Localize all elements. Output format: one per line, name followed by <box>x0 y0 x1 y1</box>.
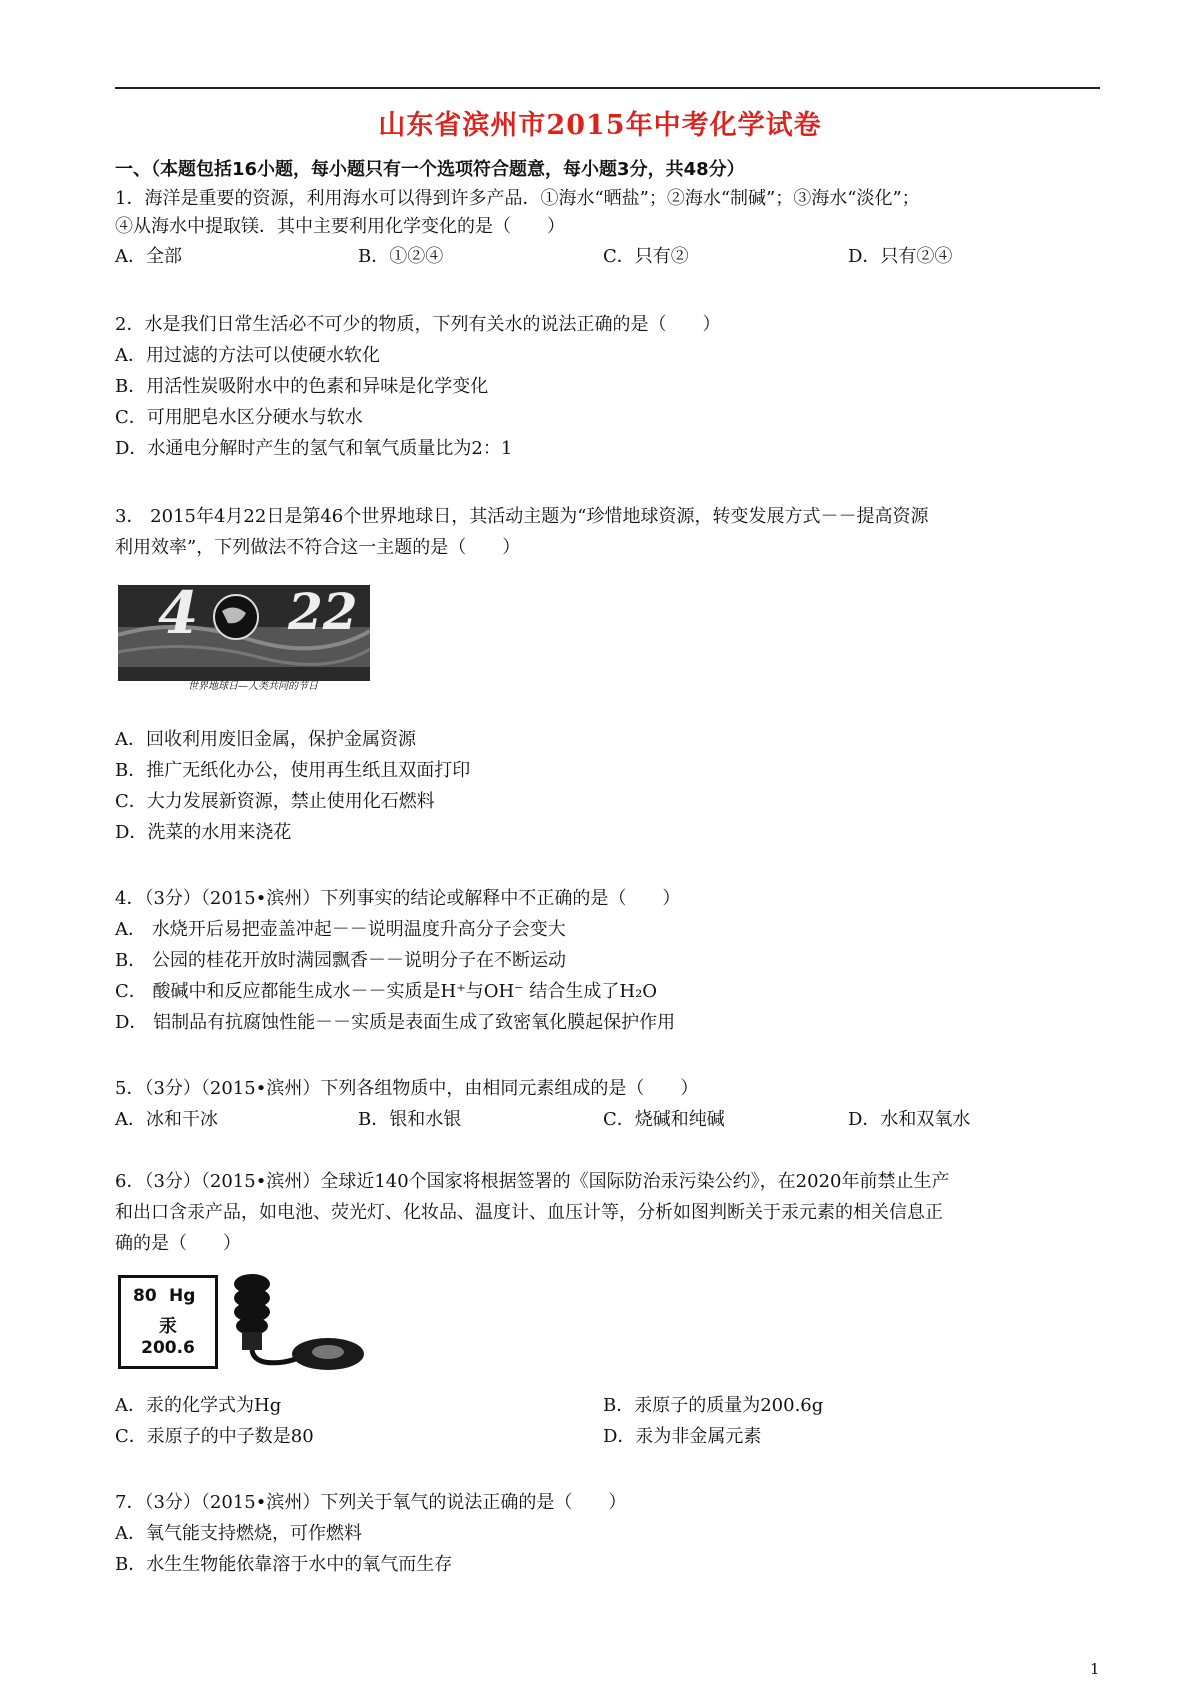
q4-option-a: A． 水烧开后易把壶盖冲起－－说明温度升高分子会变大 <box>115 919 566 940</box>
q1-option-b: B．①②④ <box>358 246 444 267</box>
q5-option-d: D．水和双氧水 <box>848 1109 971 1130</box>
q6-stem-line1: 6．（3分）（2015•滨州）全球近140个国家将根据签署的《国际防治汞污染公约》，在2020年前禁止生产 <box>115 1171 950 1192</box>
q6-stem-line3: 确的是（ ） <box>115 1233 241 1254</box>
q3-option-c: C．大力发展新资源，禁止使用化石燃料 <box>115 791 435 812</box>
q2-option-d: D．水通电分解时产生的氢气和氧气质量比为2：1 <box>115 438 513 459</box>
q6-option-d: D．汞为非金属元素 <box>603 1426 762 1447</box>
q3-stem-line2: 利用效率”，下列做法不符合这一主题的是（ ） <box>115 537 521 558</box>
q6-stem-line2: 和出口含汞产品，如电池、荧光灯、化妆品、温度计、血压计等，分析如图判断关于汞元素的相关信息正 <box>115 1202 943 1223</box>
poster-caption: 世界地球日—人类共同的节日 <box>188 681 318 692</box>
header-rule <box>115 87 1100 89</box>
q7-option-a: A．氧气能支持燃烧，可作燃料 <box>115 1523 362 1544</box>
q2-option-b: B．用活性炭吸附水中的色素和异味是化学变化 <box>115 376 489 397</box>
svg-text:4: 4 <box>158 579 199 647</box>
q7-option-b: B．水生生物能依靠溶于水中的氧气而生存 <box>115 1554 453 1575</box>
q3-stem-line1: 3． 2015年4月22日是第46个世界地球日，其活动主题为“珍惜地球资源，转变发展方式－－提高资源 <box>115 506 929 527</box>
page-title: 山东省滨州市2015年中考化学试卷 <box>378 110 822 141</box>
element-tile <box>118 1275 218 1369</box>
q4-stem: 4．（3分）（2015•滨州）下列事实的结论或解释中不正确的是（ ） <box>115 888 681 909</box>
q7-stem: 7．（3分）（2015•滨州）下列关于氧气的说法正确的是（ ） <box>115 1492 627 1513</box>
q6-option-a: A．汞的化学式为Hg <box>115 1395 282 1416</box>
q3-option-d: D．洗菜的水用来浇花 <box>115 822 292 843</box>
q2-option-c: C．可用肥皂水区分硬水与软水 <box>115 407 363 428</box>
q1-stem-line2: ④从海水中提取镁．其中主要利用化学变化的是（ ） <box>115 216 565 237</box>
element-number: 80 <box>133 1286 157 1306</box>
earth-day-poster-image <box>118 577 370 693</box>
q5-stem: 5．（3分）（2015•滨州）下列各组物质中，由相同元素组成的是（ ） <box>115 1078 699 1099</box>
q3-option-a: A．回收利用废旧金属，保护金属资源 <box>115 729 416 750</box>
q4-option-d: D． 铝制品有抗腐蚀性能－－实质是表面生成了致密氧化膜起保护作用 <box>115 1012 676 1033</box>
q2-option-a: A．用过滤的方法可以使硬水软化 <box>115 345 380 366</box>
q5-option-a: A．冰和干冰 <box>115 1109 218 1130</box>
q5-option-b: B．银和水银 <box>358 1109 462 1130</box>
element-mass: 200.6 <box>141 1338 195 1358</box>
q1-option-d: D．只有②④ <box>848 246 953 267</box>
q6-option-c: C．汞原子的中子数是80 <box>115 1426 314 1447</box>
q1-option-c: C．只有② <box>603 246 689 267</box>
q5-options <box>115 1107 1100 1133</box>
q1-options <box>115 244 1100 270</box>
q1-stem-line1: 1．海洋是重要的资源，利用海水可以得到许多产品．①海水“晒盐”；②海水“制碱”；③海水“淡化”； <box>115 188 920 209</box>
q3-option-b: B．推广无纸化办公，使用再生纸且双面打印 <box>115 760 471 781</box>
q5-option-c: C．烧碱和纯碱 <box>603 1109 725 1130</box>
element-name: 汞 <box>159 1316 177 1337</box>
element-symbol: Hg <box>169 1286 196 1306</box>
q4-option-b: B． 公园的桂花开放时满园飘香－－说明分子在不断运动 <box>115 950 566 971</box>
q6-options-row1 <box>115 1393 1100 1419</box>
q6-options-row2 <box>115 1424 1100 1450</box>
svg-text:22: 22 <box>288 582 358 641</box>
page-number: 1 <box>1090 1660 1100 1678</box>
q1-option-a: A．全部 <box>115 246 182 267</box>
q6-option-b: B．汞原子的质量为200.6g <box>603 1395 824 1416</box>
q2-stem: 2．水是我们日常生活必不可少的物质，下列有关水的说法正确的是（ ） <box>115 314 721 335</box>
q4-option-c: C． 酸碱中和反应都能生成水－－实质是H⁺与OH⁻ 结合生成了H₂O <box>115 981 658 1002</box>
section-heading: 一、（本题包括16小题，每小题只有一个选项符合题意，每小题3分，共48分） <box>115 159 745 180</box>
mercury-products-image <box>224 1270 364 1374</box>
